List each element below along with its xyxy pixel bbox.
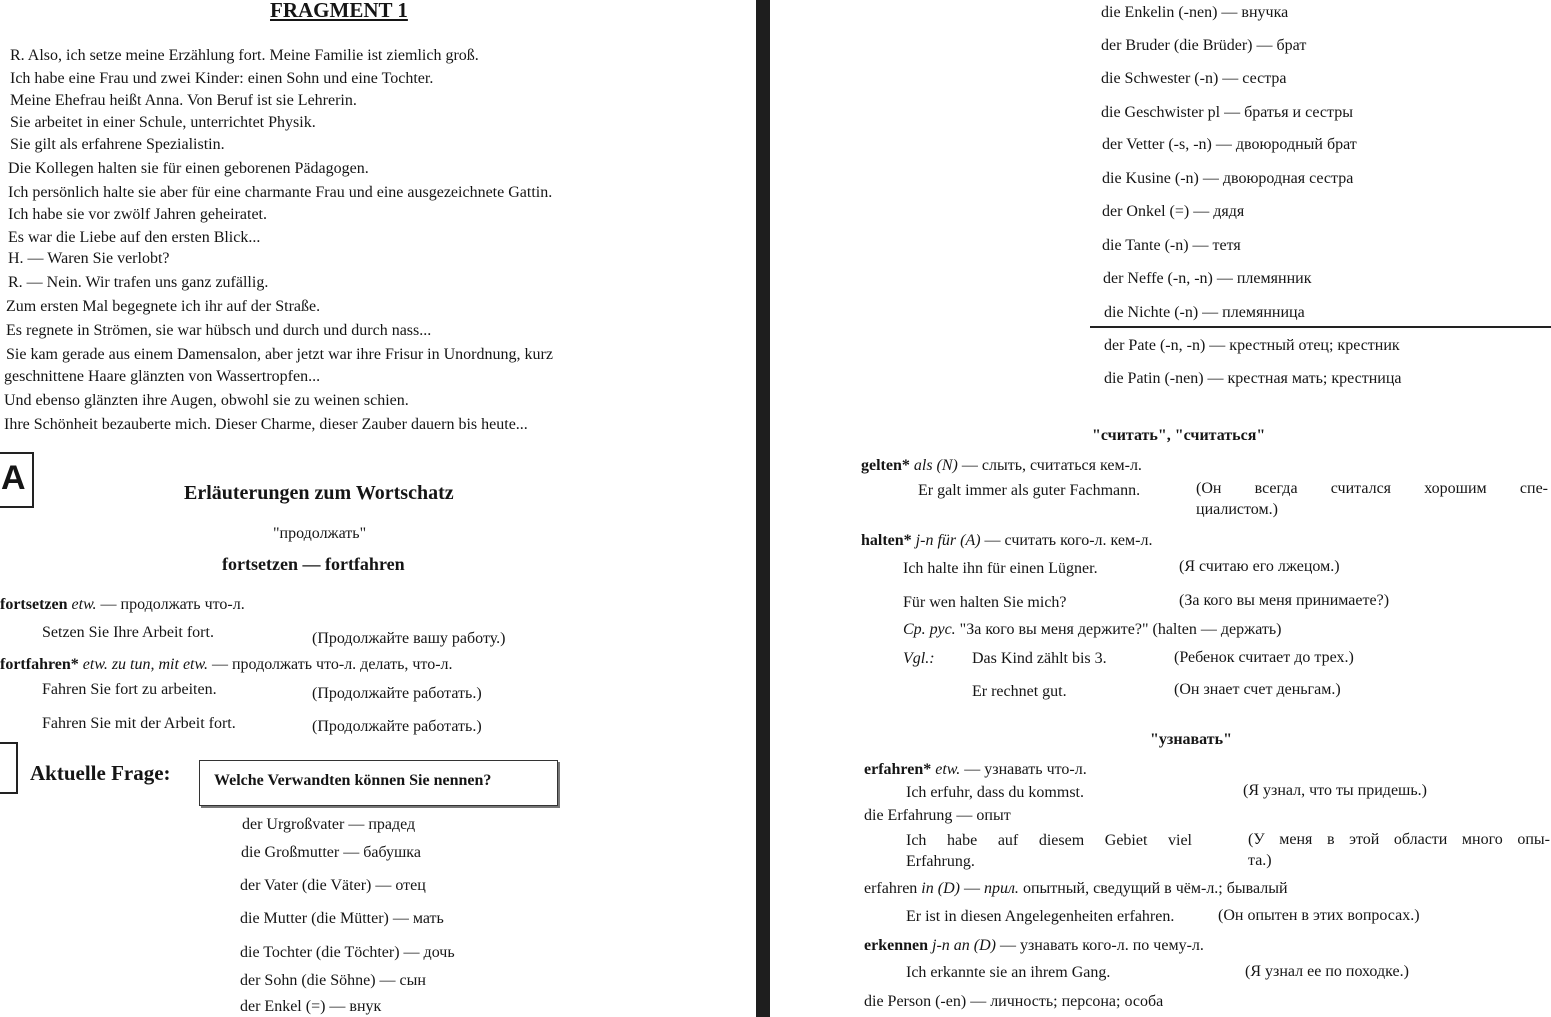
- book-spine: [756, 0, 770, 1017]
- entry-fortsetzen: [0, 596, 245, 614]
- example-de: Er ist in diesen Angelegenheiten erfahren.: [906, 908, 1175, 925]
- question-box: [199, 760, 558, 806]
- entry-grammar: j-n für (A): [911, 532, 981, 549]
- entry-grammar: etw.: [67, 596, 97, 613]
- vgl-label: Vgl.:: [903, 650, 935, 667]
- dialog-line: Meine Ehefrau heißt Anna. Von Beruf ist sie Lehrerin.: [10, 92, 357, 109]
- dialog-line: Sie gilt als erfahrene Spezialistin.: [10, 136, 225, 153]
- example-ru-cont: та.): [1248, 852, 1272, 869]
- entry-head: erkennen: [864, 937, 928, 954]
- example-de: Er galt immer als guter Fachmann.: [918, 482, 1141, 499]
- entry-erfahrung: die Erfahrung — опыт: [864, 807, 1011, 824]
- dialog-line: Es war die Liebe auf den ersten Blick...: [8, 229, 261, 246]
- entry-meaning: опытный, сведущий в чём-л.; бывалый: [1018, 880, 1288, 897]
- dialog-line: Die Kollegen halten sie für einen geborenen Pädagogen.: [8, 160, 369, 177]
- relative-item: der Urgroßvater — прадед: [242, 816, 416, 833]
- entry-erfahren-adj: [864, 880, 1288, 898]
- subheading-de: fortsetzen — fortfahren: [222, 554, 405, 574]
- example-ru: (Продолжайте работать.): [312, 685, 482, 702]
- relative-item: der Vater (die Väter) — отец: [240, 877, 426, 894]
- entry-head: halten*: [861, 532, 912, 549]
- example-de: Ich habe auf diesem Gebiet viel: [906, 832, 1192, 849]
- section-title: Erläuterungen zum Wortschatz: [184, 482, 454, 504]
- example-ru: (Продолжайте работать.): [312, 718, 482, 735]
- relative-item: die Mutter (die Mütter) — мать: [240, 910, 444, 927]
- example-ru: (Он знает счет деньгам.): [1174, 681, 1341, 698]
- entry-meaning: — узнавать что-л.: [960, 761, 1087, 778]
- example-de: Fahren Sie fort zu arbeiten.: [42, 681, 217, 698]
- dialog-line: R. Also, ich setze meine Erzählung fort. Meine Familie ist ziemlich groß.: [10, 47, 479, 64]
- dialog-line: Ich persönlich halte sie aber für eine charmante Frau und eine ausgezeichnete Gattin.: [8, 184, 553, 201]
- entry-grammar: als (N): [909, 457, 958, 474]
- dialog-line: Ihre Schönheit bezauberte mich. Dieser Charme, dieser Zauber dauern bis heute...: [4, 416, 528, 433]
- compare-label: Ср. рус.: [903, 621, 956, 638]
- example-ru: (Ребенок считает до трех.): [1174, 649, 1354, 666]
- entry-head: gelten*: [861, 457, 910, 474]
- compare-text: "За кого вы меня держите?" (halten — держать): [955, 621, 1282, 638]
- example-de: Für wen halten Sie mich?: [903, 594, 1067, 611]
- entry-pos: прил.: [983, 880, 1019, 897]
- question-icon: [0, 742, 18, 794]
- entry-grammar: j-n an (D): [928, 937, 996, 954]
- example-de: Setzen Sie Ihre Arbeit fort.: [42, 624, 214, 641]
- compare-ru: [903, 621, 1282, 639]
- dialog-line: Sie arbeitet in einer Schule, unterrichtet Physik.: [10, 114, 316, 131]
- dialog-line: Ich habe eine Frau und zwei Kinder: einen Sohn und eine Tochter.: [10, 70, 434, 87]
- entry-erfahren: [864, 761, 1087, 779]
- example-ru-cont: циалистом.): [1196, 501, 1278, 518]
- entry-dash: —: [207, 656, 232, 673]
- example-ru: (Он опытен в этих вопросах.): [1218, 907, 1420, 924]
- example-ru: (Продолжайте вашу работу.): [312, 630, 506, 647]
- relative-item: die Schwester (-n) — сестра: [1101, 70, 1287, 87]
- subheading-ru: "продолжать": [273, 525, 367, 542]
- dialog-line: H. — Waren Sie verlobt?: [8, 250, 170, 267]
- relative-item: die Tante (-n) — тетя: [1102, 237, 1241, 254]
- entry-grammar: etw.: [931, 761, 961, 778]
- relative-item: die Großmutter — бабушка: [241, 844, 421, 861]
- relative-item: die Patin (-nen) — крестная мать; крестница: [1104, 370, 1402, 387]
- entry-erkennen: [864, 937, 1204, 955]
- entry-gelten: [861, 457, 1142, 475]
- entry-head: erfahren*: [864, 761, 932, 778]
- relative-item: der Neffe (-n, -n) — племянник: [1103, 270, 1312, 287]
- relative-item: der Bruder (die Brüder) — брат: [1101, 37, 1307, 54]
- example-ru: (За кого вы меня принимаете?): [1179, 592, 1390, 609]
- example-ru: (Он всегда считался хорошим спе-: [1196, 480, 1548, 497]
- dialog-line: R. — Nein. Wir trafen uns ganz zufällig.: [8, 274, 269, 291]
- entry-dash: —: [96, 596, 121, 613]
- entry-grammar: in (D): [917, 880, 960, 897]
- question-text: Welche Verwandten können Sie nennen?: [214, 772, 492, 789]
- relative-item: die Nichte (-n) — племянница: [1104, 304, 1305, 321]
- dialog-line: geschnittene Haare glänzten von Wassertropfen...: [4, 368, 321, 385]
- example-ru: (Я считаю его лжецом.): [1179, 558, 1340, 575]
- relative-item: der Enkel (=) — внук: [240, 998, 382, 1015]
- entry-head: fortsetzen: [0, 596, 68, 613]
- relative-item: die Geschwister pl — братья и сестры: [1101, 104, 1353, 121]
- entry-head: erfahren: [864, 880, 918, 897]
- example-ru: (У меня в этой области много опы-: [1248, 831, 1550, 848]
- entry-meaning: продолжать что-л. делать, что-л.: [231, 656, 453, 673]
- example-de: Ich erfuhr, dass du kommst.: [906, 784, 1084, 801]
- section-a-icon: [0, 452, 34, 508]
- dialog-line: Und ebenso glänzten ihre Augen, obwohl sie zu weinen schien.: [4, 392, 409, 409]
- example-de-cont: Erfahrung.: [906, 853, 975, 870]
- entry-meaning: — считать кого-л. кем-л.: [980, 532, 1153, 549]
- example-de: Das Kind zählt bis 3.: [972, 650, 1107, 667]
- relative-item: der Vetter (-s, -n) — двоюродный брат: [1102, 136, 1357, 153]
- entry-meaning: — слыть, считаться кем-л.: [957, 457, 1142, 474]
- entry-meaning: продолжать что-л.: [120, 596, 245, 613]
- example-de: Ich erkannte sie an ihrem Gang.: [906, 964, 1111, 981]
- subheading-ru: "считать", "считаться": [1092, 427, 1266, 444]
- relative-item: die Tochter (die Töchter) — дочь: [240, 944, 455, 961]
- relative-item: der Pate (-n, -n) — крестный отец; крестник: [1104, 337, 1400, 354]
- right-page: [770, 0, 1551, 1017]
- dialog-line: Ich habe sie vor zwölf Jahren geheiratet.: [8, 206, 267, 223]
- left-page: [0, 0, 756, 1017]
- entry-dash: —: [959, 880, 984, 897]
- example-ru: (Я узнал ее по походке.): [1245, 963, 1409, 980]
- subheading-ru: "узнавать": [1150, 731, 1232, 748]
- example-de: Fahren Sie mit der Arbeit fort.: [42, 715, 236, 732]
- example-de: Ich halte ihn für einen Lügner.: [903, 560, 1098, 577]
- entry-grammar: etw. zu tun, mit etw.: [78, 656, 208, 673]
- entry-meaning: — узнавать кого-л. по чему-л.: [995, 937, 1204, 954]
- section-a-letter: A: [1, 459, 26, 497]
- aktuelle-frage-label: Aktuelle Frage:: [30, 761, 171, 785]
- entry-halten: [861, 532, 1152, 550]
- fragment-title: FRAGMENT 1: [270, 0, 408, 22]
- dialog-line: Es regnete in Strömen, sie war hübsch und durch und durch nass...: [6, 322, 432, 339]
- example-de: Er rechnet gut.: [972, 683, 1067, 700]
- relative-item: die Kusine (-n) — двоюродная сестра: [1102, 170, 1354, 187]
- dialog-line: Zum ersten Mal begegnete ich ihr auf der Straße.: [6, 298, 321, 315]
- dialog-line: Sie kam gerade aus einem Damensalon, aber jetzt war ihre Frisur in Unordnung, kurz: [6, 346, 553, 363]
- relative-item: der Sohn (die Söhne) — сын: [240, 972, 426, 989]
- example-ru: (Я узнал, что ты придешь.): [1243, 782, 1427, 799]
- divider: [1090, 326, 1551, 328]
- entry-head: fortfahren*: [0, 656, 79, 673]
- entry-person: die Person (-en) — личность; персона; особа: [864, 993, 1164, 1010]
- relative-item: die Enkelin (-nen) — внучка: [1101, 4, 1289, 21]
- relative-item: der Onkel (=) — дядя: [1102, 203, 1245, 220]
- entry-fortfahren: [0, 656, 453, 674]
